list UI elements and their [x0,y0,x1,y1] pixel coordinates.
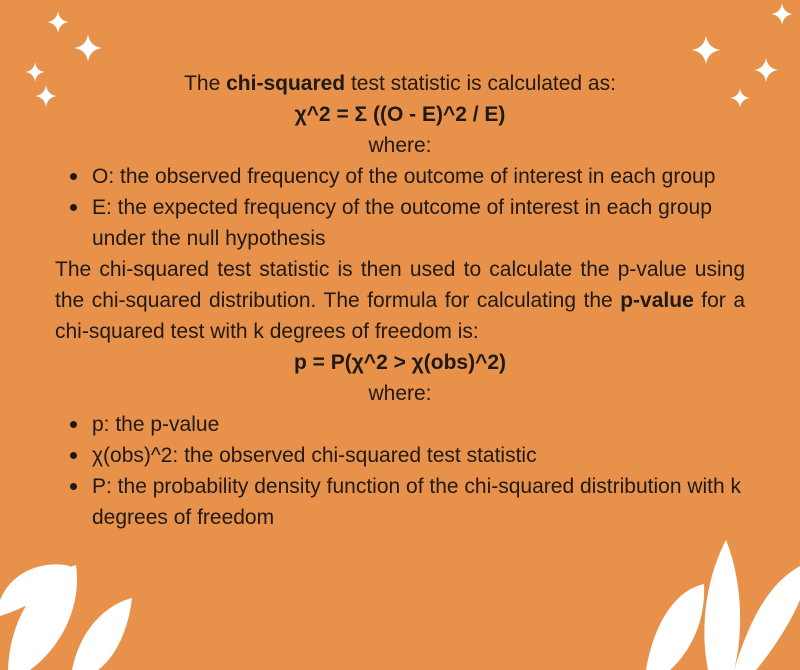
definition-list-2 [55,409,745,533]
list-item: p: the p-value [92,409,745,440]
leaves-bottom-left [0,564,132,670]
paragraph-term: p-value [620,289,694,312]
where-label-2: where: [368,382,432,405]
intro-prefix: The [184,72,227,95]
list-item: χ(obs)^2: the observed chi-squared test statistic [92,440,745,471]
intro-term: chi-squared [226,72,346,95]
intro-line [55,68,745,99]
paragraph-part1: The chi-squared test statistic is then used to calculate the p-value using the chi-squared distribution. The formula for calculating the [55,258,745,312]
formula-p-value: p = P(χ^2 > χ(obs)^2) [293,351,507,374]
intro-suffix: test statistic is calculated as: [345,72,616,95]
list-item: O: the observed frequency of the outcome of interest in each group [92,161,745,192]
list-item: P: the probability density function of the chi-squared distribution with k degrees of freedom [92,471,745,533]
explanation-paragraph [55,254,745,347]
where-label-1: where: [368,134,432,157]
list-item: E: the expected frequency of the outcome of interest in each group under the null hypothesis [92,192,745,254]
leaves-bottom-right [646,540,800,670]
definition-list-1 [55,161,745,254]
content [55,68,745,533]
formula-chi-squared: χ^2 = Σ ((O - E)^2 / E) [294,103,506,126]
paragraph-part2: for a chi-squared test with k degrees of freedom is: [55,289,745,343]
